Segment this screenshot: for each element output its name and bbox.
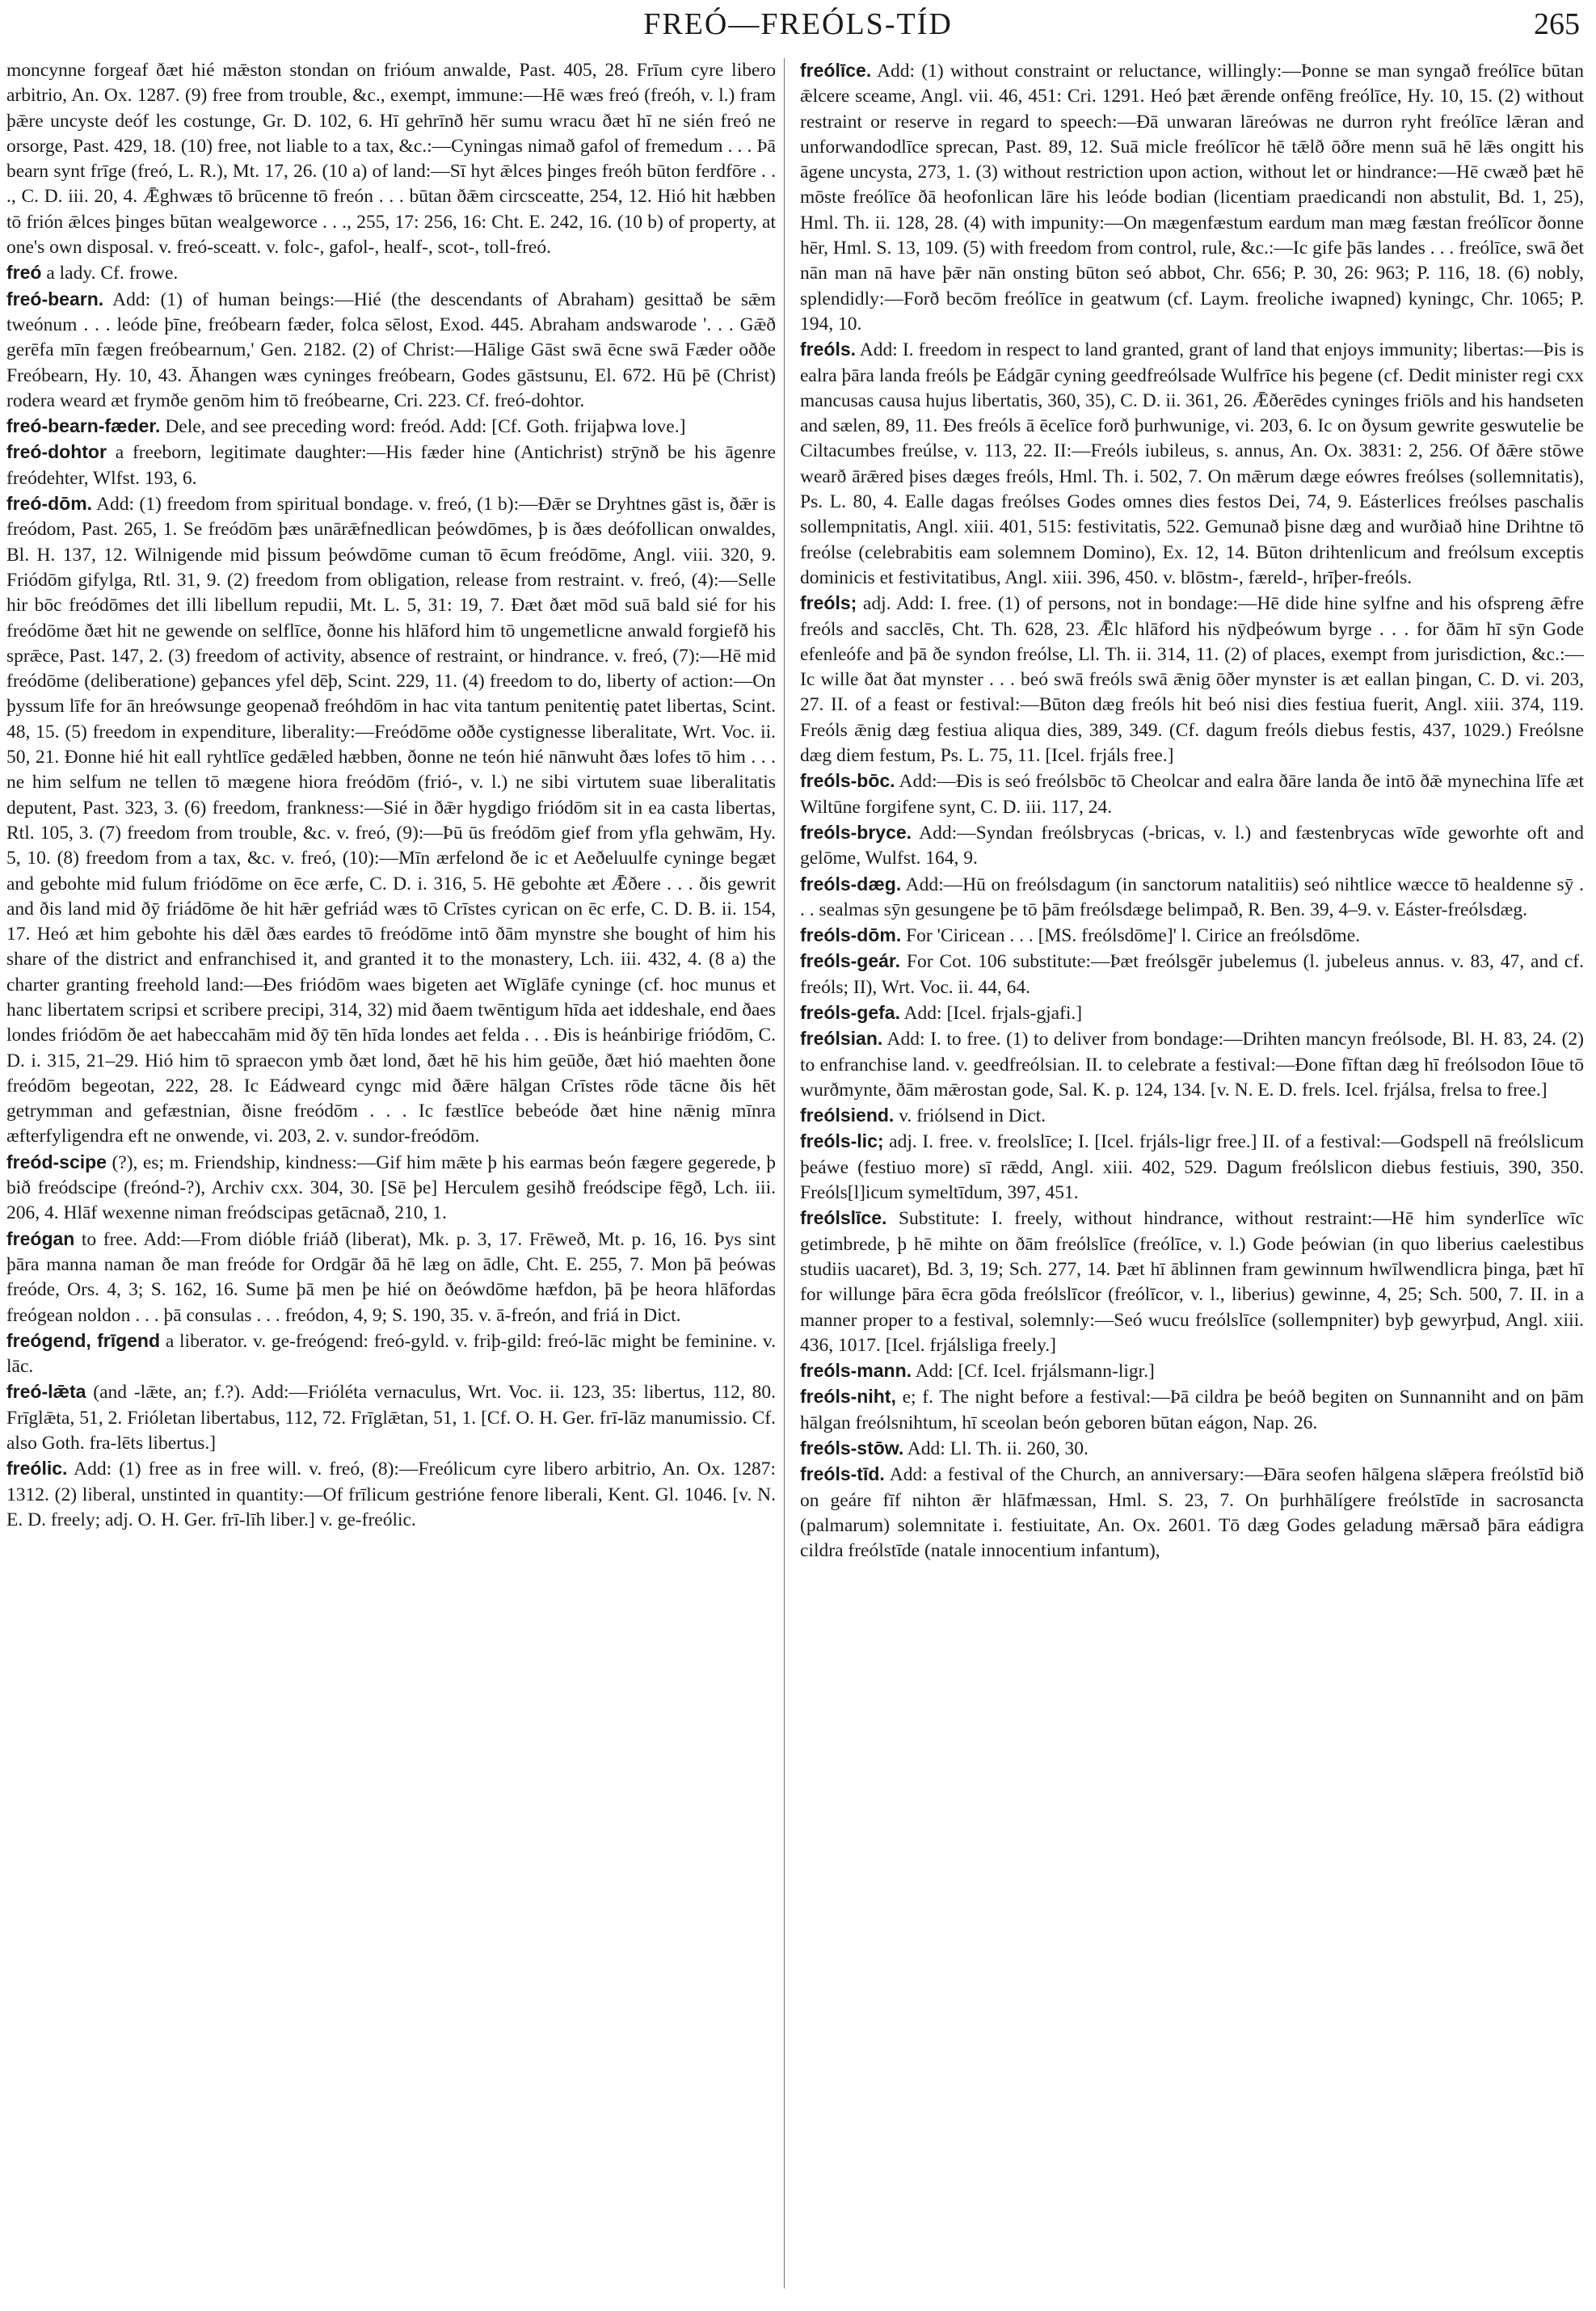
entry-headword: freóls-bryce. [800, 821, 912, 843]
entry-headword: freógan [6, 1227, 75, 1249]
dictionary-entry [800, 58, 1584, 337]
dictionary-entry [800, 1129, 1584, 1206]
dictionary-entry [800, 949, 1584, 1000]
entry-text: Substitute: I. freely, without hindrance, without restraint:—Hē him synderlīce wīc getimbrede, þ hē mihte on ðām freólslīce (freólīce, v. l.) Gode þeówian (in quo liberius caelestibus studiis uacaret), Bd. 3, 19; Sch. 277, 14. Þæt hī āblinnen fram gewinnum hwīlwendlicra þinga, þæt hī for willunge þāra ēcra gōda freólslīcor (freólīcor, v. l., liberius) gewinne, 4, 25; Sch. 500, 7. II. in a manner proper to a festival, solemnly:—Seó wucu freólslīce (sollempniter) byþ gewyrþud, Angl. xiii. 436, 1017. [Icel. frjálsliga freely.] [800, 1208, 1584, 1356]
dictionary-entry [6, 287, 776, 414]
entry-headword: freólsiend. [800, 1105, 895, 1126]
entry-headword: freólic. [6, 1458, 68, 1480]
entry-text: Add: (1) free as in free will. v. freó, (8):—Freólicum cyre libero arbitrio, An. Ox. 1287: 1312. (2) liberal, unstinted in quantity:—Of frīlicum gestrióne fenore liberali, Kent. Gl. 1046. [v. N. E. D. freely; adj. O. H. Ger. frī-līh liber.] v. ge-freólic. [6, 1459, 776, 1530]
entry-text: Add: (1) of human beings:—Hié (the descendants of Abraham) gesittað be sǣm tweónum . . . leóde þīne, freóbearn fæder, folca sēlost, Exod. 445. Abraham andswarode '. . . Gǣð gerēfa mīn fægen freóbearnum,' Gen. 2182. (2) of Christ:—Hālige Gāst swā ēcne swā Fæder oððe Freóbearn, Hy. 10, 43. Āhangen wæs cyninges freóbearn, Godes gāstsunu, El. 672. Hū þē (Christ) rodera weard æt frymðe genōm him tō freóbearne, Cri. 223. Cf. freó-dohtor. [6, 288, 776, 411]
entry-text: Add: Ll. Th. ii. 260, 30. [903, 1438, 1089, 1460]
page-number: 265 [1534, 7, 1580, 41]
entry-headword: freód-scipe [6, 1151, 107, 1172]
dictionary-entry [800, 1436, 1584, 1462]
dictionary-entry [6, 1456, 776, 1533]
dictionary-entry [800, 1103, 1584, 1129]
entry-text: Add: [Icel. frjals-gjafi.] [899, 1002, 1083, 1024]
dictionary-entry [800, 1358, 1584, 1384]
entry-headword: freólslīce. [800, 1207, 887, 1229]
entry-text: For Cot. 106 substitute:—Þæt freólsgēr jubelemus (l. jubeleus annus. v. 83, 47, and cf. freóls; II), Wrt. Voc. ii. 44, 64. [800, 951, 1584, 998]
entry-headword: freó-bearn-fæder. [6, 415, 161, 437]
dictionary-entry [6, 414, 776, 440]
dictionary-entry [6, 260, 776, 286]
entry-text: Add: [Cf. Icel. frjálsmann-ligr.] [912, 1361, 1155, 1383]
entry-text: Add: I. to free. (1) to deliver from bondage:—Drihten mancyn freólsode, Bl. H. 83, 24. (2) to enfranchise land. v. geedfreólsian. II. to celebrate a festival:—Ðone fīftan dæg hī freólsodon Iōue tō wurðmynte, ðām mǣrostan gode, Sal. K. p. 124, 134. [v. N. E. D. frels. Icel. frjálsa, frelsa to free.] [800, 1029, 1584, 1101]
dictionary-entry [800, 591, 1584, 768]
dictionary-entry [800, 1384, 1584, 1436]
entry-text: adj. I. free. v. freolslīce; I. [Icel. frjáls-ligr free.] II. of a festival:—Godspell nā freólslicum þeáwe (festiuo more) sī rǣdd, Angl. xiii. 402, 529. Dagum freólslicon diebus festiuis, 390, 350. Freóls[l]icum symeltīdum, 397, 451. [800, 1131, 1584, 1204]
entry-text: For 'Ciricean . . . [MS. freólsdōme]' l. Cirice an freólsdōme. [901, 925, 1360, 947]
left-column [6, 58, 776, 2296]
running-head [0, 6, 1596, 44]
entry-text: moncynne forgeaf ðæt hié mǣston stondan on frióum anwalde, Past. 405, 28. Frīum cyre libero arbitrio, An. Ox. 1287. (9) free from trouble, &c., exempt, immune:—Hē wæs freó (freóh, v. l.) fram þǣre uncyste deóf les costunge, Gr. D. 102, 6. Hī gehrīnð hēr sumu wracu ðæt hī ne sién freó ne orsorge, Past. 429, 18. (10) free, not liable to a tax, &c.:—Cyningas nimað gafol of fremedum . . . Þā bearn synt frīge (freó, L. R.), Mt. 17, 26. (10 a) of land:—Sī hyt ǣlces þinges freóh būton ferdfōre . . ., C. D. iii. 20, 4. Ǣghwæs tō brūcenne tō freón . . . būtan ðǣm circsceatte, 254, 12. Hió hit hæbben tō frión ǣlces þinges būtan wealgeworce . . ., 255, 17: 256, 16: Cht. E. 242, 16. (10 b) of property, at one's own disposal. v. freó-sceatt. v. folc-, gafol-, healf-, scot-, toll-freó. [6, 60, 776, 259]
right-column [800, 58, 1584, 2296]
entry-text: Add:—Syndan freólsbrycas (-bricas, v. l.) and fæstenbrycas wīde geworhte oft and gelōme, Wulfst. 164, 9. [800, 822, 1584, 869]
entry-headword: freó [6, 262, 42, 284]
dictionary-entry [800, 872, 1584, 924]
dictionary-entry [800, 1206, 1584, 1358]
entry-headword: freóls-mann. [800, 1360, 912, 1382]
dictionary-entry [6, 440, 776, 491]
dictionary-entry [6, 1379, 776, 1456]
entry-text: e; f. The night before a festival:—Þā cildra þe beóð begiten on Sunnanniht and on þām hālgan freólsnihtum, hī sceolan beón geboren būtan eágon, Nap. 26. [800, 1387, 1584, 1433]
dictionary-entry [6, 491, 776, 1150]
dictionary-entry [800, 768, 1584, 820]
entry-headword: freóls-bōc. [800, 770, 895, 792]
entry-headword: freógend, frīgend [6, 1329, 161, 1351]
entry-text: a liberator. v. ge-freógend: freó-gyld. v. friþ-gild: freó-lāc might be feminine. v. lāc. [6, 1330, 776, 1378]
entry-text: (?), es; m. Friendship, kindness:—Gif him mǣte þ his earmas beón fægere gegerede, þ bið freódscipe (freónd-?), Archiv cxx. 304, 30. [Sē þe] Herculem gesihð freódscipe fēgð, Lch. iii. 206, 4. Hlāf wexenne niman freódscipas getācnað, 210, 1. [6, 1151, 776, 1224]
entry-headword: freó-dōm. [6, 493, 93, 515]
entry-text: Add: I. freedom in respect to land granted, grant of land that enjoys immunity; libertas:—Þis is ealra þāra landa freóls þe Eádgār cyning geedfreólsade Wulfrīce his þegene (cf. Dedit minister regi cxx mancusas causa hujus libertatis, 360, 35), C. D. ii. 361, 26. Ǣðerēdes cyninges friōls and his handseten and sælen, 89, 11. Ðes freóls ā ēcelīce forð þurhwunige, vi. 203, 6. Ic on ðysum gewrite geswutelie be Ciltacumbes freúlse, v. 113, 22. II:—Freóls iubileus, s. annus, An. Ox. 3831: 2, 256. Of ðǣre stōwe wearð ārǣred þises dæges freóls, Hml. Th. i. 502, 7. On mǣrum dæge eówres freólses (sollemnitatis), Ps. L. 80, 4. Ealle dagas freólses Godes omnes dies festos Dei, 74, 9. Eásterlices freólses paschalis sollempnitatis, Angl. xiii. 401, 515: festivitatis, 522. Gemunað þisne dæg and wurðiað hine Drihtne tō freólse (celebrabitis eam solemnem Domino), Ex. 12, 14. Būton drihtenlicum and freólsum exceptis dominicis et festivitatibus, Angl. xiii. 396, 450. v. blōstm-, færeld-, hrīþer-freóls. [800, 339, 1584, 588]
dictionary-entry [800, 923, 1584, 949]
dictionary-entry [800, 1462, 1584, 1564]
entry-headword: freóls. [800, 339, 857, 360]
entry-text: Add:—Hū on freólsdagum (in sanctorum natalitiis) seó nihtlice wæcce tō healdenne sȳ . . . sealmas sȳn gesungene þe tō þām freólsdæge belimpað, R. Ben. 39, 4–9. v. Eáster-freólsdæg. [800, 873, 1584, 920]
entry-headword: freólsian. [800, 1028, 883, 1050]
entry-headword: freó-lǣta [6, 1381, 86, 1403]
entry-headword: freóls-tīd. [800, 1463, 885, 1485]
column-divider [784, 58, 785, 2288]
dictionary-entry [800, 337, 1584, 591]
dictionary-entry [800, 1000, 1584, 1026]
entry-text: a lady. Cf. frowe. [41, 263, 179, 284]
dictionary-entry [800, 820, 1584, 872]
entry-text: v. friólsend in Dict. [894, 1105, 1046, 1127]
entry-text: Add: a festival of the Church, an anniversary:—Ðāra seofen hālgena slǣpera freólstīd bið on geáre fīf nihton ǣr hlāfmæssan, Hml. S. 23, 7. On þurhhālígere freólstīde in sacrosancta (palmarum) solemnitate i. festiuitate, An. Ox. 2601. Tō dæg Godes geladung mǣrsað þāra eádigra cildra freólstīde (natale innocentium infantum), [800, 1464, 1584, 1562]
entry-headword: freó-bearn. [6, 288, 104, 309]
entry-headword: freólīce. [800, 60, 872, 81]
entry-headword: freóls-niht, [800, 1386, 896, 1408]
entry-text: a freeborn, legitimate daughter:—His fæder hine (Antichrist) strȳnð be his āgenre freódehter, Wlfst. 193, 6. [6, 442, 776, 489]
dictionary-entry [6, 58, 776, 260]
entry-headword: freóls-geár. [800, 950, 900, 972]
entry-text: to free. Add:—From dióble friáð (liberat), Mk. p. 3, 17. Frēweð, Mt. p. 16, 16. Þys sint þāra manna naman ðe man freóde for Ordgār ðā hē læg on ādle, Cht. E. 255, 7. Mon þā þeówas freóde, Ors. 4, 3; S. 162, 16. Sume þā men þe hié on ðeówdōme hæfdon, þā þe heora hlāfordas freógean noldon . . . þā consulas . . . freódon, 4, 9; S. 190, 35. v. ā-freón, and friá in Dict. [6, 1228, 776, 1326]
entry-text: adj. Add: I. free. (1) of persons, not in bondage:—Hē dide hine sylfne and his ofspreng ǣfre freóls and sacclēs, Cht. Th. 628, 23. Ǣlc hlāford his nȳdþeówum byrge . . . for ðām hī sȳn Gode efenleófe and þā ðe syndon freólse, Ll. Th. ii. 314, 11. (2) of places, exempt from jurisdiction, &c.:—Ic wille ðat ðat mynster . . . beó swā freóls swā ǣnig ōðer mynster is æt eallan þingan, C. D. vi. 203, 27. II. of a feast or festival:—Būton dæg freóls hit beó nisi dies festiua fuerit, Angl. xiii. 374, 119. Freóls ǣnig dæg festiua aliqua dies, 389, 349. (Cf. dagum freóls diebus festis, 437, 1029.) Freólsne dæg diem festum, Ps. L. 75, 11. [Icel. frjáls free.] [800, 593, 1584, 767]
entry-headword: freó-dohtor [6, 441, 107, 463]
entry-text: (and -lǣte, an; f.?). Add:—Frióléta vernaculus, Wrt. Voc. ii. 123, 35: libertus, 112, 80. Frīglǣta, 51, 2. Frióletan libertabus, 112, 72. Frīglǣtan, 51, 1. [Cf. O. H. Ger. frī-lāz manumissio. Cf. also Goth. fra-lēts libertus.] [6, 1382, 776, 1454]
entry-headword: freóls-stōw. [800, 1438, 904, 1459]
entry-headword: freóls-gefa. [800, 1001, 900, 1023]
entry-headword: freóls; [800, 592, 857, 614]
dictionary-entry [6, 1150, 776, 1227]
dictionary-entry [6, 1328, 776, 1380]
entry-text: Dele, and see preceding word: freód. Add: [Cf. Goth. frijaþwa love.] [160, 416, 686, 438]
entry-text: Add: (1) without constraint or reluctance, willingly:—Þonne se man syngað freólīce būtan ǣlcere sceame, Angl. vii. 46, 451: Cri. 1291. Heó þæt ǣrende onfēng freólīce, Hy. 10, 15. (2) without restraint or reserve in regard to speech:—Ðā unwaran lāreówas ne durron ryht freólīce lǣran and unforwandodlīce sprecan, Past. 89, 12. Suā micle freólīcor hē tǣlð ōðre menn suā hē lǣs ongitt his āgene uncysta, 273, 1. (3) without restriction upon action, without let or hindrance:—Hē cwæð þæt hē mōste freólīce ðā heofonlican lāre his leóde bodian (licentiam praedicandi non abstulit, Bd. 1, 25), Hml. Th. ii. 128, 28. (4) with impunity:—On mægenfæstum eardum man mæg fæstan freólīcor ðonne hēr, Hml. S. 13, 109. (5) with freedom from control, rule, &c.:—Ic gife þās landes . . . freólīce, swā ðet nān man nā have þǣr nān onsting būton seó abbot, Chr. 656; P. 30, 26: 963; P. 116, 18. (6) nobly, splendidly:—Forð becōm freólīce in geatwum (cf. Laym. freoliche iwapned) kyningc, Chr. 1065; P. 194, 10. [800, 61, 1584, 335]
running-title: FREÓ—FREÓLS-TÍD [643, 7, 953, 41]
dictionary-entry [800, 1026, 1584, 1103]
entry-text: Add: (1) freedom from spiritual bondage. v. freó, (1 b):—Ðǣr se Dryhtnes gāst is, ðǣr is freódom, Past. 265, 1. Se freódōm þæs unārǣfnedlican þeówdōmes, þ is ðæs deófollican onwaldes, Bl. H. 137, 12. Wilnigende mid þissum þeówdōme cuman tō ēcum freódōme, Angl. viii. 320, 9. Friódōm gifylga, Rtl. 31, 9. (2) freedom from obligation, release from restraint. v. freó, (4):—Selle hir bōc freódōmes det illi libellum repudii, Mt. L. 5, 31: 19, 7. Ðæt ðæt mōd suā bald sié for his freódōme ðæt hit ne gewende on selflīce, ðonne his hlāford him tō ungemetlicne anwald forgiefð his sprǣce, Past. 147, 2. (3) freedom of activity, absence of restraint, or hindrance. v. freó, (7):—Hē mid freódōme (deliberatione) geþances yfel dēþ, Scint. 229, 11. (4) freedom to do, liberty of action:—On þyssum līfe for ān hreówsunge geopenað freóhdōm in hac vita tantum penitentię patet libertas, Scint. 48, 15. (5) freedom in expenditure, liberality:—Freódōme oððe cystignesse liberalitate, Wrt. Voc. ii. 50, 21. Ðonne hié hit eall ryhtlīce gedǣled hæbben, ðonne ne teón hié nānwuht ðæs lofes tō him . . . ne him selfum ne tellen tō mægene hiora freódōm (frió-, v. l.) ne sibi virtutem suae liberalitatis deputent, Past. 323, 3. (6) freedom, frankness:—Sié in ðǣr hygdigo friódōm sit in ea casta libertas, Rtl. 105, 3. (7) freedom from trouble, &c. v. freó, (9):—Þū ūs freódōm gief from yfla gehwām, Hy. 5, 10. (8) freedom from a tax, &c. v. freó, (10):—Mīn ærfelond ðe ic et Aeðeluulfe cyninge begæt and gebohte mid fulum friódōme on ēce ærfe, C. D. i. 316, 5. Hē gebohte æt Ǣðere . . . ðis gewrit and ðis land mid ðȳ friádōme ðe hit hǣr gefriád wæs tō Crīstes cyrican on ēc erfe, C. D. B. ii. 154, 17. Heó æt him gebohte his dǣl ðæs eardes tō freódōme intō ðām mynstre she bought of him his share of the district and enfranchised it, and granted it to the monastery, Lch. iii. 432, 4. (8 a) the charter granting freehold land:—Ðes friódōm waes bigeten aet Wīglāfe cyninge (cf. hoc munus et hanc libertatem scripsi et scribere precipi, 314, 32) mid ðaem twēntigum hīda aet iddeshale, end ðaes londes friódōm ðe aet habeccahām mid ðȳ tēn hīda londes aet felda . . . Ðis is heánbirige friódōm, C. D. i. 315, 21–29. Hió him tō spraecon ymb ðæt lond, ðæt hē his him geūðe, ðæt hió maehten ðone freódōm begeotan, 222, 28. Ic Eádweard cyngc mid ðǣre hālgan Crīstes rōde tācne ðis hēt getrymman and gefæstnian, ðisne freódōm . . . Ic fæstlīce bebeóde ðæt hine nǣnig mīnra æfterfyligendra eft ne onwende, vi. 203, 2. v. sundor-freódōm. [6, 494, 776, 1147]
dictionary-entry [6, 1227, 776, 1328]
entry-headword: freóls-dōm. [800, 924, 902, 946]
entry-headword: freóls-lic; [800, 1130, 884, 1152]
entry-headword: freóls-dæg. [800, 873, 902, 895]
entry-text: Add:—Ðis is seó freólsbōc tō Cheolcar and ealra ðāre landa ðe intō ðǣ mynechina līfe æt Wiltūne forgifene synt, C. D. iii. 117, 24. [800, 771, 1584, 818]
